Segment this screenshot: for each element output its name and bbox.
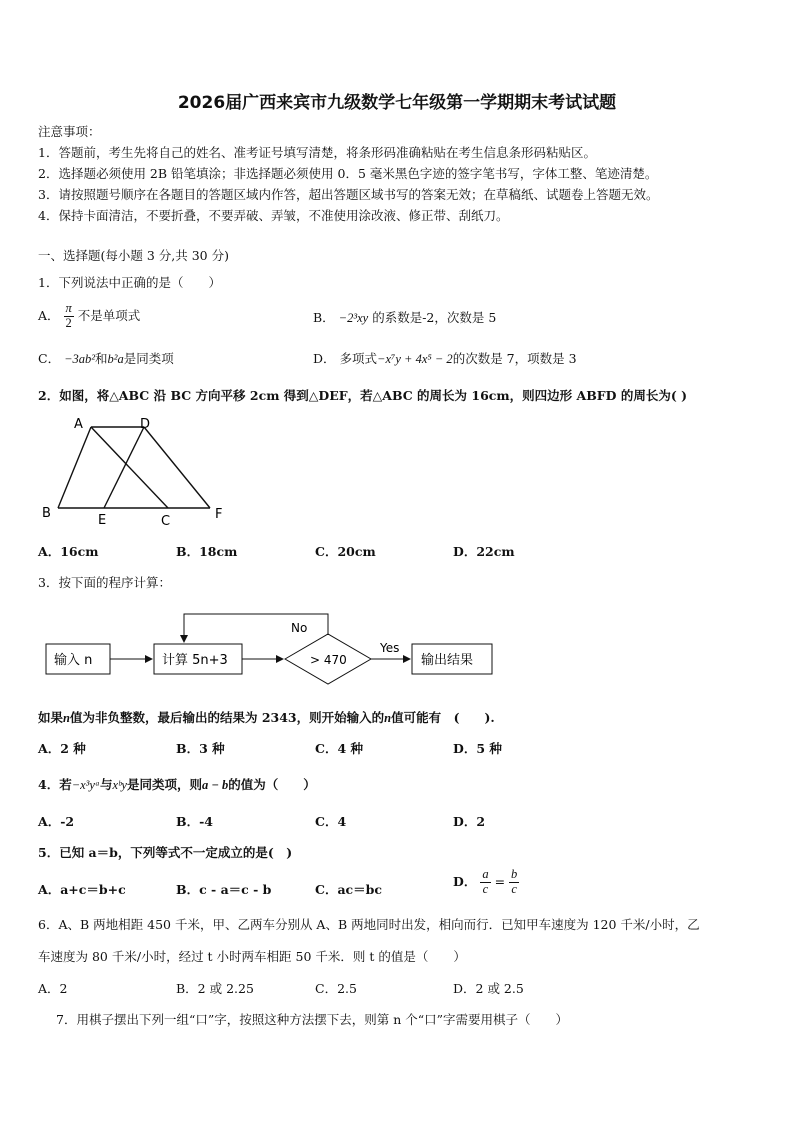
q1-d-label: D． [313, 351, 336, 366]
q1-b-math: −2³xy [338, 311, 369, 325]
q5-d-num2: b [511, 867, 518, 881]
q1-option-d [313, 349, 577, 367]
q4-option-a: A．-2 [38, 814, 75, 829]
q1-c-mid: 和 [95, 351, 108, 366]
q5-d-label: D． [453, 873, 477, 889]
q6-option-a: A．2 [38, 981, 68, 996]
q1-a-num: π [65, 301, 72, 315]
q1-option-a [38, 302, 140, 331]
q4-mid: 与 [99, 777, 113, 792]
notice-heading: 注意事项： [38, 124, 101, 139]
q3-text-pre: 如果 [38, 710, 64, 725]
q7-stem: 7．用棋子摆出下列一组“口”字，按照这种方法摆下去，则第 n 个“口”字需要用棋子（ ） [56, 1012, 569, 1027]
q5-d-eq: = [494, 873, 506, 889]
q4-option-c: C．4 [315, 814, 347, 829]
q4-option-d: D．2 [453, 814, 486, 829]
q3-text-var2: n [384, 711, 392, 725]
q5-stem: 5．已知 a＝b，下列等式不一定成立的是( ) [38, 845, 293, 860]
flow-no-label: No [291, 621, 308, 635]
flow-input-label: 输入 n [54, 653, 93, 668]
q1-a-den: 2 [65, 315, 72, 330]
q1-stem: 1．下列说法中正确的是（ ） [38, 275, 221, 290]
q5-option-d [453, 868, 519, 897]
q1-c-text: 是同类项 [123, 351, 174, 366]
flow-yes-label: Yes [380, 641, 400, 655]
q4-math2: xᵇy [112, 778, 127, 792]
segment-df [144, 427, 210, 508]
notice-item-3: 3．请按照题号顺序在各题目的答题区域内作答，超出答题区域书写的答案无效；在草稿纸、试题卷上答题无效。 [38, 187, 659, 202]
q4-stem-post: 的值为（ ） [228, 777, 316, 792]
q3-text-var1: n [63, 711, 70, 725]
q1-d-text: 的次数是 7，项数是 3 [452, 351, 577, 366]
notice-item-2: 2．选择题必须使用 2B 铅笔填涂；非选择题必须使用 0．5 毫米黑色字迹的签字笔书写，字体工整、笔迹清楚。 [38, 166, 658, 181]
q5-d-num1: a [482, 867, 489, 881]
segment-ac [91, 427, 168, 508]
section-heading: 一、选择题(每小题 3 分,共 30 分) [38, 248, 229, 263]
q5-d-den1: c [482, 881, 489, 896]
q2-option-c: C．20cm [315, 544, 376, 559]
q6-option-b: B．2 或 2.25 [176, 981, 254, 996]
q3-text-mid: 值为非负整数，最后输出的结果为 2343，则开始输入的 [69, 710, 385, 725]
notice-item-4: 4．保持卡面清洁，不要折叠，不要弄破、弄皱，不准使用涂改液、修正带、刮纸刀。 [38, 208, 509, 223]
label-a: A [74, 417, 83, 432]
label-e: E [98, 513, 107, 528]
flow-compute-label: 计算 5n+3 [162, 653, 228, 668]
flow-output-label: 输出结果 [421, 653, 474, 668]
q5-option-c: C．ac＝bc [315, 882, 383, 897]
q3-stem: 3．按下面的程序计算： [38, 575, 171, 590]
q5-option-b: B．c - a＝c - b [176, 882, 272, 897]
q3-option-a: A．2 种 [38, 741, 86, 756]
q1-option-b [313, 308, 496, 326]
q2-stem: 2．如图，将△ABC 沿 BC 方向平移 2cm 得到△DEF，若△ABC 的周长为 16cm，则四边形 ABFD 的周长为( ) [38, 388, 688, 403]
label-c: C [161, 514, 171, 529]
q5-d-den2: c [511, 881, 517, 896]
q2-translation-figure [38, 412, 238, 534]
q1-b-label: B． [313, 310, 335, 325]
q2-option-a: A．16cm [38, 544, 99, 559]
label-b: B [42, 506, 51, 521]
page-title: 2026届广西来宾市九级数学七年级第一学期期末考试试题 [177, 93, 617, 113]
q1-a-text: 不是单项式 [77, 307, 141, 323]
q4-math1: −x³yᵃ [71, 778, 100, 792]
q1-c-label: C． [38, 351, 61, 366]
q1-b-text: 的系数是-2，次数是 5 [372, 310, 497, 325]
q2-option-b: B．18cm [176, 544, 238, 559]
q1-a-label: A． [38, 307, 60, 323]
q1-a-fraction [64, 302, 74, 331]
q4-math3: a − b [201, 778, 229, 792]
notice-item-1: 1．答题前，考生先将自己的姓名、准考证号填写清楚，将条形码准确粘贴在考生信息条形码粘贴区。 [38, 145, 596, 160]
q1-c-math1: −3ab² [64, 352, 95, 366]
q6-option-d: D．2 或 2.5 [453, 981, 524, 996]
segment-ab [58, 427, 91, 508]
q4-stem-mid: 是同类项，则 [126, 777, 202, 792]
label-d: D [140, 417, 151, 432]
label-f: F [215, 507, 223, 522]
q1-d-math: −x⁷y + 4x⁵ − 2 [377, 352, 453, 366]
q4-stem [38, 775, 316, 793]
q4-option-b: B．-4 [176, 814, 213, 829]
q3-option-c: C．4 种 [315, 741, 363, 756]
q4-stem-pre: 4．若 [38, 777, 72, 792]
segment-de [104, 427, 144, 508]
q1-c-math2: b²a [107, 352, 124, 366]
q6-line-1: 6．A、B 两地相距 450 千米，甲、乙两车分别从 A、B 两地同时出发，相向而行．已知甲车速度为 120 千米/小时，乙 [38, 917, 700, 932]
q3-option-b: B．3 种 [176, 741, 225, 756]
q3-flowchart [38, 606, 508, 690]
q3-text [38, 708, 495, 726]
q2-option-d: D．22cm [453, 544, 515, 559]
q3-text-post: 值可能有 ( ). [391, 710, 495, 725]
q5-d-fraction-2 [509, 868, 519, 897]
q6-option-c: C．2.5 [315, 981, 357, 996]
q5-option-a: A．a+c＝b+c [38, 882, 126, 897]
q5-d-fraction-1 [480, 868, 490, 897]
q1-option-c [38, 349, 174, 367]
q3-option-d: D．5 种 [453, 741, 502, 756]
q1-d-pre: 多项式 [339, 351, 378, 366]
q6-line-2: 车速度为 80 千米/小时，经过 t 小时两车相距 50 千米．则 t 的值是（ ） [38, 949, 466, 964]
flow-condition-label: > 470 [310, 653, 347, 667]
